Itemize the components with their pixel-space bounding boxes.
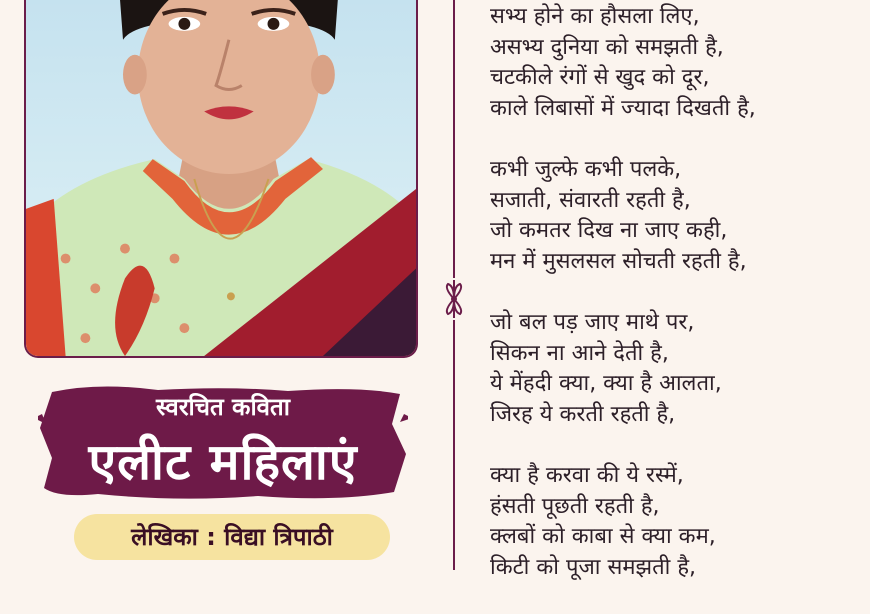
fleur-ornament-icon: [440, 278, 468, 320]
poem-line: ये मेंहदी क्या, क्या है आलता,: [490, 371, 722, 396]
poem-line: क्या है करवा की ये रस्में,: [490, 463, 684, 488]
poem-stanza: [490, 2, 860, 124]
poem-line: सिकन ना आने देती है,: [490, 340, 669, 366]
poem-title: एलीट महिलाएं: [88, 433, 358, 491]
poem-line: क्लबों को काबा से क्या कम,: [490, 524, 716, 549]
author-label: लेखिका : विद्या त्रिपाठी: [74, 514, 390, 560]
poem-stanza: [490, 461, 860, 583]
author-photo: [24, 0, 418, 358]
poem-line: जो कमतर दिख ना जाए कही,: [490, 218, 728, 243]
poem-body: [490, 2, 860, 614]
poem-line: जिरह ये करती रहती है,: [490, 401, 676, 427]
poem-line: सभ्य होने का हौसला लिए,: [490, 4, 700, 29]
poem-line: मन में मुसलसल सोचती रहती है,: [490, 248, 747, 274]
poem-line: जो बल पड़ जाए माथे पर,: [490, 310, 695, 335]
poem-line: काले लिबासों में ज्यादा दिखती है,: [490, 95, 756, 121]
poem-line: हंसती पूछती रहती है,: [490, 493, 660, 519]
poem-line: कभी जुल्फे कभी पलके,: [490, 157, 682, 182]
poem-stanza: [490, 308, 860, 430]
poem-line: किटी को पूजा समझती है,: [490, 554, 697, 580]
poem-stanza: [490, 155, 860, 277]
poem-line: असभ्य दुनिया को समझती है,: [490, 34, 724, 60]
poem-line: सजाती, संवारती रहती है,: [490, 187, 691, 213]
poem-line: चटकीले रंगों से खुद को दूर,: [490, 65, 710, 90]
title-banner: [38, 384, 408, 502]
subtitle: स्वरचित कविता: [156, 393, 290, 421]
